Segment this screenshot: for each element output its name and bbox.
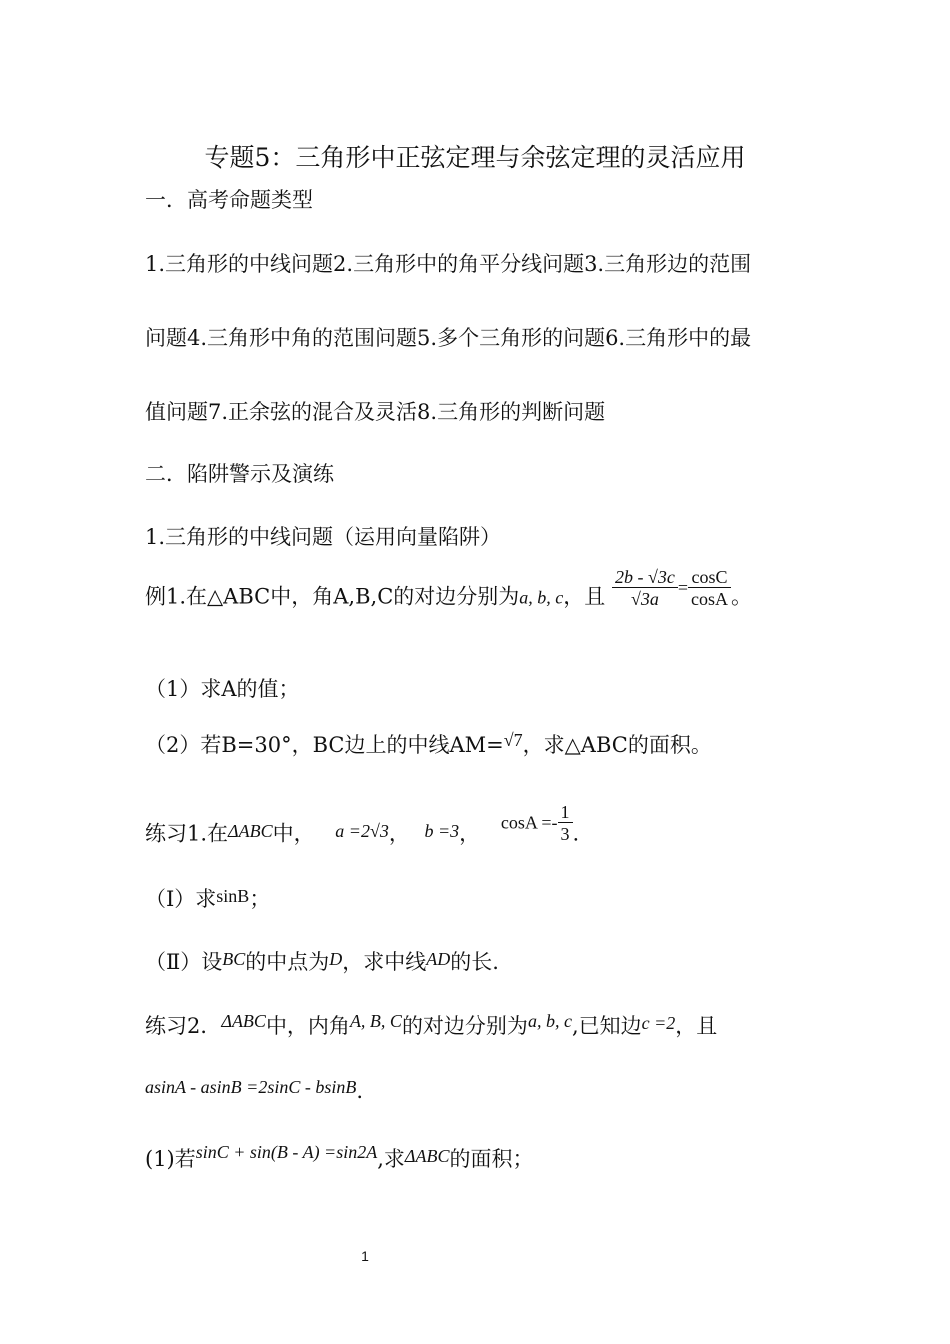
- c-equation: c =2: [641, 1013, 676, 1033]
- page-number: 1: [361, 1248, 369, 1264]
- exercise-2-q1-mid: ,求: [377, 1147, 405, 1171]
- angles-abc: A, B, C: [349, 1011, 402, 1031]
- exercise-1-q2-mid: 的中点为: [245, 950, 330, 974]
- sides-abc: a, b, c: [527, 1011, 572, 1031]
- example-1-end: 。: [730, 584, 752, 609]
- fraction-1-numerator: 2b - √3c: [612, 568, 678, 588]
- triangle-abc-2: ΔABC: [221, 1011, 266, 1031]
- segment-ad: AD: [426, 949, 451, 969]
- sqrt-seven: √7: [503, 730, 523, 750]
- section-heading-1: 一．高考命题类型: [145, 188, 313, 212]
- a-equation: a =2√3: [335, 820, 389, 841]
- fraction-1: [612, 568, 678, 608]
- point-d: D: [329, 949, 343, 969]
- fraction-2-numerator: cosC: [688, 568, 731, 588]
- exercise-1-q1-lead: （Ⅰ）求: [145, 887, 217, 911]
- exercise-1-question-2: [145, 949, 499, 974]
- exercise-1-mid: 中，: [272, 821, 315, 846]
- exercise-1-lead: 练习1.在: [145, 821, 229, 846]
- sin-b: sinB: [216, 886, 250, 906]
- example-1-lead: 例1.在△ABC中，角A,B,C的对边分别为: [145, 584, 520, 609]
- comma-2: ，: [459, 821, 481, 846]
- fraction-one-third-denominator: 3: [560, 824, 570, 844]
- page-title: 专题5：三角形中正弦定理与余弦定理的灵活应用: [204, 143, 746, 172]
- exercise-2-q1-end: 的面积；: [449, 1147, 534, 1171]
- fraction-one-third: [558, 803, 573, 843]
- exercise-1-q2-end: 的长.: [450, 950, 499, 974]
- type-list-line-2: 问题4.三角形中角的范围问题5.多个三角形的问题6.三角形中的最: [145, 326, 752, 350]
- exercise-1: [145, 802, 580, 855]
- triangle-abc: ΔABC: [228, 820, 273, 841]
- sine-equation: sinC + sin(B - A) =sin2A: [195, 1142, 378, 1162]
- exercise-2: [145, 1011, 718, 1038]
- condition-equation: asinA - asinB =2sinC - bsinB: [145, 1077, 357, 1097]
- segment-bc: BC: [222, 949, 246, 969]
- example-1-q2-end: ，求△ABC的面积。: [522, 733, 712, 757]
- b-equation: b =3: [424, 820, 460, 841]
- type-list-line-1: 1.三角形的中线问题2.三角形中的角平分线问题3.三角形边的范围: [145, 252, 752, 276]
- exercise-2-lead: 练习2．: [145, 1014, 222, 1038]
- example-1-vars: a, b, c: [519, 587, 564, 608]
- exercise-2-q1-lead: (1)若: [145, 1147, 196, 1171]
- exercise-1-end: .: [572, 821, 580, 846]
- condition-end: .: [356, 1079, 364, 1103]
- exercise-2-condition: [145, 1076, 364, 1103]
- exercise-2-mid2: 的对边分别为: [401, 1014, 528, 1038]
- cos-a-lead: cosA =-: [500, 812, 558, 833]
- fraction-2: [688, 568, 731, 608]
- exercise-2-question-1: [145, 1142, 534, 1171]
- exercise-1-q1-end: ；: [249, 887, 271, 911]
- fraction-1-denominator: √3a: [630, 589, 659, 609]
- equals-sign: =: [677, 577, 688, 598]
- fraction-one-third-numerator: 1: [558, 803, 573, 823]
- exercise-1-q2-lead: （Ⅱ）设: [145, 950, 223, 974]
- exercise-1-question-1: [145, 886, 271, 911]
- exercise-2-mid4: ，且: [675, 1014, 718, 1038]
- comma-1: ，: [388, 821, 410, 846]
- example-1-question-2: [145, 730, 712, 757]
- subsection-heading-1: 1.三角形的中线问题（运用向量陷阱）: [145, 525, 502, 549]
- example-1-question-1: （1）求A的值；: [145, 677, 300, 701]
- triangle-abc-3: ΔABC: [404, 1146, 450, 1166]
- example-1-q2-lead: （2）若B=30°，BC边上的中线AM=: [145, 733, 504, 757]
- exercise-1-q2-mid2: ，求中线: [342, 950, 427, 974]
- exercise-2-mid1: 中，内角: [265, 1014, 350, 1038]
- example-1: [145, 567, 752, 618]
- exercise-2-mid3: ,已知边: [571, 1014, 642, 1038]
- example-1-mid: ，且: [563, 584, 606, 609]
- type-list-line-3: 值问题7.正余弦的混合及灵活8.三角形的判断问题: [145, 400, 606, 424]
- fraction-2-denominator: cosA: [690, 589, 728, 609]
- section-heading-2: 二．陷阱警示及演练: [145, 462, 334, 486]
